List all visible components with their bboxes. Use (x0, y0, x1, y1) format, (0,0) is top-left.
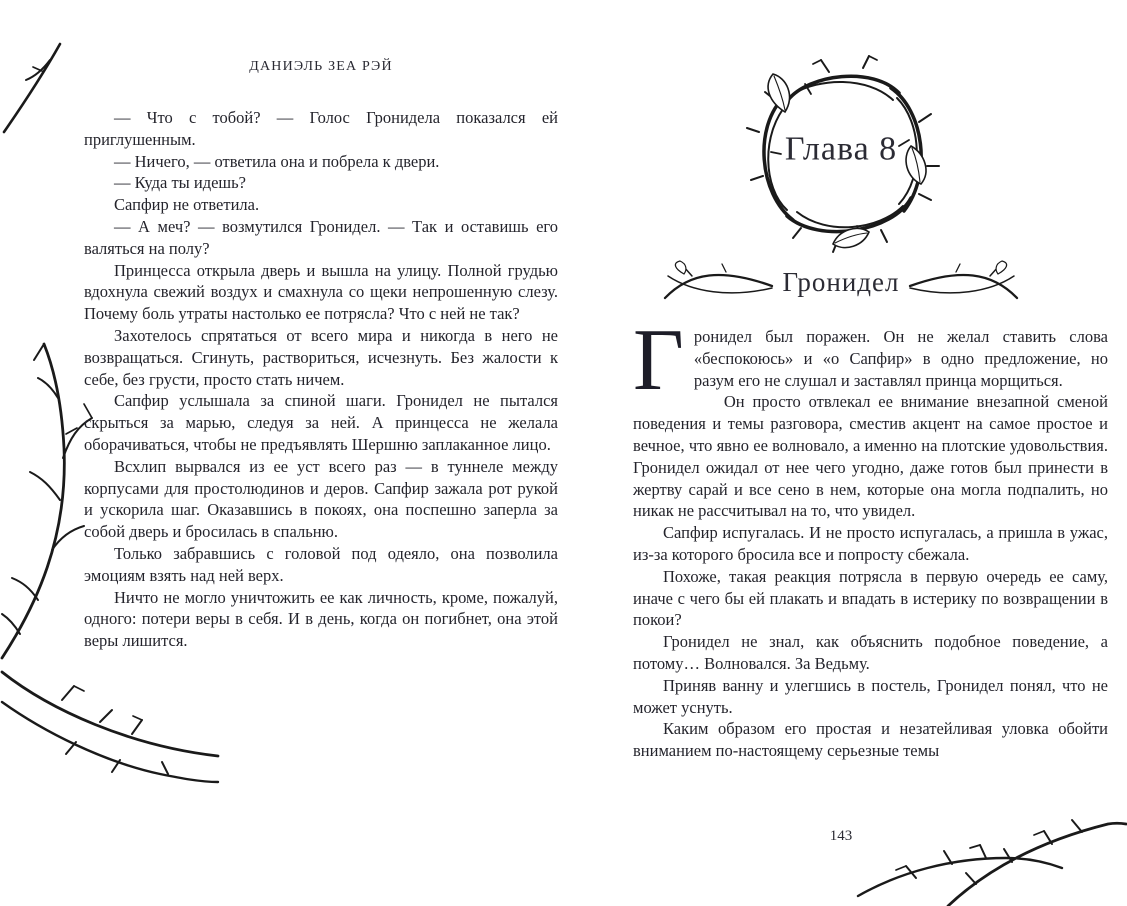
paragraph: — А меч? — возмутился Гронидел. — Так и оставишь его валяться на полу? (84, 216, 558, 258)
paragraph: Похоже, такая реакция потрясла в первую очередь ее саму, иначе с чего бы ей плакать и впадать в истерику по возвращении в покои? (633, 566, 1108, 630)
paragraph: — Куда ты идешь? (114, 173, 246, 193)
paragraph: Сапфир услышала за спиной шаги. Гронидел не пытался скрыться за марью, следуя за ней. А принцесса не желала оборачиваться, чтобы не предъявлять Шершню заплаканное лицо. (84, 391, 558, 454)
paragraph: Каким образом его простая и незатейливая уловка обойти вниманием по-настоящему серьезные темы (633, 719, 1108, 761)
paragraph: Ничто не могло уничтожить ее как личность, кроме, пожалуй, одного: потери веры в себя. И в день, когда он погибнет, она этой веры лишится. (84, 587, 558, 651)
flourish-right-icon (908, 260, 1020, 304)
chapter-heading (633, 48, 1049, 254)
paragraph (633, 312, 1108, 409)
paragraph: Он просто отвлекал ее внимание внезапной сменой поведения и темы разговора, сместив акцент на самое простое и вечное, что явно ее волновало, а именно на плотские удовольствия. Гронидел ожидал от нее чего угодно, даже готов был принести в жертву сарай и все сено в нем, которые она могла подпалить, но никак не рассчитывал на то, что увидел. (633, 392, 1108, 521)
chapter-title: Глава 8 (784, 130, 898, 168)
paragraph: — Ничего, — ответила она и побрела к двери. (114, 151, 440, 171)
branch-top-left-icon (2, 40, 66, 134)
flourish-left-icon (662, 260, 774, 304)
paragraph: Гронидел не знал, как объяснить подобное поведение, а потому… Волновался. За Ведьму. (633, 632, 1108, 673)
branch-left-middle-icon (0, 338, 96, 660)
drop-cap: Г (633, 312, 684, 409)
running-header: ДАНИЭЛЬ ЗЕА РЭЙ (249, 59, 393, 74)
right-page (633, 0, 1108, 906)
right-page-body (633, 312, 1108, 762)
page-number: 143 (829, 828, 853, 844)
left-page (84, 58, 558, 652)
left-page-body (84, 107, 558, 652)
chapter-subtitle: Гронидел (782, 266, 900, 297)
paragraph: Захотелось спрятаться от всего мира и никогда в него не возвращаться. Сгинуть, раствориться, исчезнуть. Без жалости к себе, без грусти, просто стать ничем. (84, 325, 558, 389)
chapter-subtitle-row (633, 260, 1049, 304)
branch-bottom-left-icon (0, 658, 220, 808)
paragraph: Принцесса открыла дверь и вышла на улицу. Полной грудью вдохнула свежий воздух и смахнула со щеки непрошенную слезу. Почему боль утраты настолько ее потрясла? Что с ней не так? (84, 260, 558, 324)
paragraph-text: ронидел был поражен. Он не желал ставить слова «беспокоюсь» и «о Сапфир» в одно предложение, но разум его не слушал и заставлял принца морщиться. (693, 327, 1108, 390)
paragraph: Только забравшись с головой под одеяло, она позволила эмоциям взять над ней верх. (84, 543, 558, 585)
paragraph: Приняв ванну и улегшись в постель, Гронидел понял, что не может уснуть. (633, 675, 1108, 717)
paragraph: — Что с тобой? — Голос Гронидела показался ей приглушенным. (84, 108, 558, 149)
paragraph: Сапфир не ответила. (114, 195, 260, 215)
paragraph: Всхлип вырвался из ее уст всего раз — в туннеле между корпусами для простолюдинов и деров. Сапфир зажала рот рукой и ускорила шаг. Оказавшись в покоях, она поспешно заперла за собой дверь и бросилась в спальню. (84, 456, 558, 542)
paragraph: Сапфир испугалась. И не просто испугалась, а пришла в ужас, из-за которого бросила все и попросту сбежала. (633, 523, 1108, 564)
